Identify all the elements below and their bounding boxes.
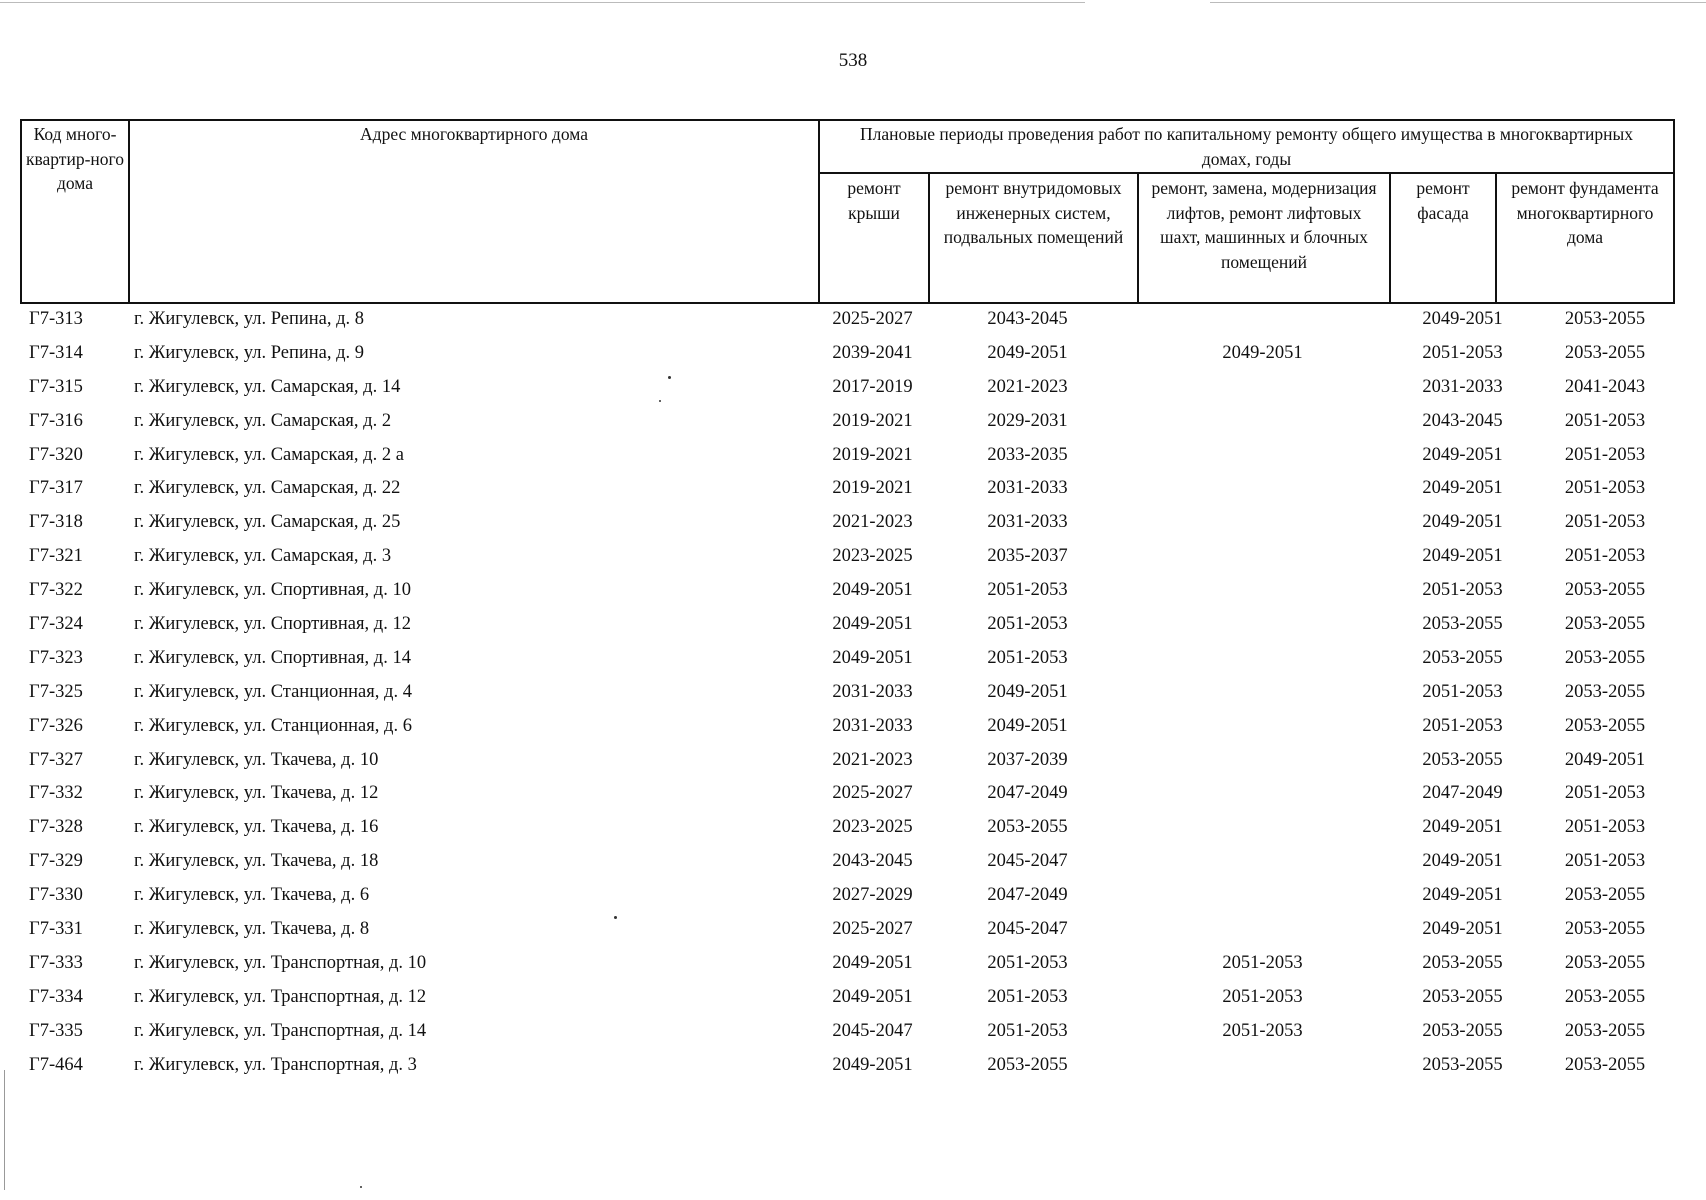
table-row — [20, 812, 1680, 846]
table-row — [20, 914, 1680, 948]
row-roof: 2049-2051 — [832, 580, 913, 601]
table-row — [20, 406, 1680, 440]
row-facade: 2053-2055 — [1422, 952, 1503, 973]
row-lift: 2049-2051 — [1222, 342, 1303, 363]
row-address: г. Жигулевск, ул. Станционная, д. 4 — [134, 681, 412, 702]
row-facade: 2043-2045 — [1422, 410, 1503, 431]
table-row — [20, 1016, 1680, 1050]
table-row — [20, 982, 1680, 1016]
row-systems: 2033-2035 — [987, 444, 1068, 465]
row-facade: 2053-2055 — [1422, 986, 1503, 1007]
row-code: Г7-326 — [29, 715, 83, 736]
row-roof: 2021-2023 — [832, 749, 913, 770]
row-roof: 2049-2051 — [832, 647, 913, 668]
row-systems: 2049-2051 — [987, 681, 1068, 702]
table-row — [20, 507, 1680, 541]
row-systems: 2021-2023 — [987, 376, 1068, 397]
row-roof: 2027-2029 — [832, 885, 913, 906]
row-foundation: 2053-2055 — [1564, 342, 1646, 363]
row-foundation: 2053-2055 — [1564, 952, 1646, 973]
table-row — [20, 473, 1680, 507]
row-address: г. Жигулевск, ул. Ткачева, д. 10 — [134, 749, 379, 770]
table-row — [20, 440, 1680, 474]
row-foundation: 2053-2055 — [1564, 580, 1646, 601]
row-roof: 2019-2021 — [832, 410, 913, 431]
row-facade: 2049-2051 — [1422, 309, 1503, 329]
row-address: г. Жигулевск, ул. Самарская, д. 25 — [134, 512, 401, 533]
header-lift: ремонт, замена, модернизация лифтов, ремонт лифтовых шахт, машинных и блочных помещений — [1151, 178, 1377, 272]
table-row — [20, 880, 1680, 914]
row-systems: 2051-2053 — [987, 580, 1068, 601]
row-code: Г7-317 — [29, 478, 83, 499]
row-roof: 2045-2047 — [832, 1020, 913, 1041]
row-roof: 2023-2025 — [832, 546, 913, 567]
header-address: Адрес многоквартирного дома — [360, 124, 588, 144]
row-facade: 2049-2051 — [1422, 512, 1503, 533]
table-row — [20, 541, 1680, 575]
row-foundation: 2053-2055 — [1564, 715, 1646, 736]
row-foundation: 2053-2055 — [1564, 885, 1646, 906]
row-lift: 2051-2053 — [1222, 986, 1303, 1007]
row-code: Г7-316 — [29, 410, 83, 431]
row-roof: 2017-2019 — [832, 376, 913, 397]
row-foundation: 2051-2053 — [1564, 851, 1646, 872]
row-address: г. Жигулевск, ул. Спортивная, д. 14 — [134, 647, 411, 668]
row-foundation: 2053-2055 — [1564, 919, 1646, 940]
row-foundation: 2053-2055 — [1564, 986, 1646, 1007]
row-code: Г7-323 — [29, 647, 83, 668]
header-systems: ремонт внутридомовых инженерных систем, подвальных помещений — [943, 178, 1124, 247]
row-address: г. Жигулевск, ул. Станционная, д. 6 — [134, 715, 412, 736]
row-facade: 2049-2051 — [1422, 444, 1503, 465]
row-systems: 2031-2033 — [987, 478, 1068, 499]
row-roof: 2043-2045 — [832, 851, 913, 872]
row-foundation: 2041-2043 — [1564, 376, 1646, 397]
row-systems: 2035-2037 — [987, 546, 1068, 567]
row-facade: 2049-2051 — [1422, 851, 1503, 872]
row-systems: 2047-2049 — [987, 783, 1068, 804]
header-code: Код много-квартир-ного дома — [25, 124, 125, 193]
row-foundation: 2053-2055 — [1564, 1020, 1646, 1041]
scan-speck — [360, 1186, 362, 1188]
table-row — [20, 304, 1680, 338]
row-roof: 2025-2027 — [832, 783, 913, 804]
row-address: г. Жигулевск, ул. Транспортная, д. 3 — [134, 1054, 417, 1075]
row-address: г. Жигулевск, ул. Ткачева, д. 8 — [134, 919, 370, 940]
row-facade: 2051-2053 — [1422, 342, 1503, 363]
row-roof: 2039-2041 — [832, 342, 913, 363]
row-code: Г7-330 — [29, 885, 83, 906]
row-roof: 2023-2025 — [832, 817, 913, 838]
row-address: г. Жигулевск, ул. Ткачева, д. 12 — [134, 783, 379, 804]
header-facade: ремонт фасада — [1416, 178, 1470, 223]
row-address: г. Жигулевск, ул. Самарская, д. 2 — [134, 410, 392, 431]
row-code: Г7-313 — [29, 309, 83, 329]
row-roof: 2019-2021 — [832, 444, 913, 465]
row-roof: 2031-2033 — [832, 715, 913, 736]
row-address: г. Жигулевск, ул. Транспортная, д. 14 — [134, 1020, 427, 1041]
row-roof: 2049-2051 — [832, 614, 913, 635]
row-facade: 2051-2053 — [1422, 681, 1503, 702]
row-address: г. Жигулевск, ул. Самарская, д. 14 — [134, 376, 401, 397]
row-foundation: 2051-2053 — [1564, 444, 1646, 465]
row-code: Г7-333 — [29, 952, 83, 973]
row-code: Г7-324 — [29, 614, 83, 635]
row-facade: 2053-2055 — [1422, 1054, 1503, 1075]
row-systems: 2043-2045 — [987, 309, 1068, 329]
header-border-v — [128, 119, 130, 304]
row-roof: 2025-2027 — [832, 919, 913, 940]
row-systems: 2051-2053 — [987, 952, 1068, 973]
row-foundation: 2053-2055 — [1564, 309, 1646, 329]
row-facade: 2051-2053 — [1422, 580, 1503, 601]
row-code: Г7-332 — [29, 783, 83, 804]
row-lift: 2051-2053 — [1222, 952, 1303, 973]
row-roof: 2019-2021 — [832, 478, 913, 499]
scan-edge-line — [0, 2, 1085, 3]
row-code: Г7-315 — [29, 376, 83, 397]
row-address: г. Жигулевск, ул. Транспортная, д. 12 — [134, 986, 427, 1007]
row-code: Г7-328 — [29, 817, 83, 838]
table-row — [20, 643, 1680, 677]
row-foundation: 2051-2053 — [1564, 512, 1646, 533]
row-address: г. Жигулевск, ул. Спортивная, д. 10 — [134, 580, 411, 601]
row-facade: 2051-2053 — [1422, 715, 1503, 736]
row-systems: 2047-2049 — [987, 885, 1068, 906]
header-foundation: ремонт фундамента многоквартирного дома — [1511, 178, 1659, 247]
row-address: г. Жигулевск, ул. Спортивная, д. 12 — [134, 614, 411, 635]
row-roof: 2021-2023 — [832, 512, 913, 533]
row-systems: 2037-2039 — [987, 749, 1068, 770]
table-row — [20, 372, 1680, 406]
row-code: Г7-329 — [29, 851, 83, 872]
row-address: г. Жигулевск, ул. Ткачева, д. 6 — [134, 885, 370, 906]
row-code: Г7-331 — [29, 919, 83, 940]
row-code: Г7-325 — [29, 681, 83, 702]
row-address: г. Жигулевск, ул. Самарская, д. 3 — [134, 546, 392, 567]
header-border-right — [1673, 119, 1675, 304]
row-foundation: 2053-2055 — [1564, 681, 1646, 702]
header-roof: ремонт крыши — [847, 178, 901, 223]
row-facade: 2049-2051 — [1422, 885, 1503, 906]
row-roof: 2049-2051 — [832, 1054, 913, 1075]
row-code: Г7-334 — [29, 986, 83, 1007]
header-periods: Плановые периоды проведения работ по капитальному ремонту общего имущества в многоквартирных домах, годы — [859, 124, 1634, 169]
scan-edge-line — [1210, 2, 1706, 3]
table-row — [20, 1050, 1680, 1084]
row-systems: 2051-2053 — [987, 647, 1068, 668]
row-facade: 2049-2051 — [1422, 546, 1503, 567]
row-facade: 2047-2049 — [1422, 783, 1503, 804]
row-lift: 2051-2053 — [1222, 1020, 1303, 1041]
table-row — [20, 948, 1680, 982]
row-foundation: 2051-2053 — [1564, 546, 1646, 567]
row-address: г. Жигулевск, ул. Транспортная, д. 10 — [134, 952, 427, 973]
row-address: г. Жигулевск, ул. Репина, д. 8 — [134, 309, 365, 329]
table-row — [20, 846, 1680, 880]
row-code: Г7-322 — [29, 580, 83, 601]
row-facade: 2053-2055 — [1422, 647, 1503, 668]
row-systems: 2051-2053 — [987, 986, 1068, 1007]
row-systems: 2045-2047 — [987, 851, 1068, 872]
row-systems: 2051-2053 — [987, 614, 1068, 635]
row-facade: 2049-2051 — [1422, 478, 1503, 499]
row-address: г. Жигулевск, ул. Самарская, д. 2 а — [134, 444, 404, 465]
row-code: Г7-327 — [29, 749, 83, 770]
table-row — [20, 711, 1680, 745]
row-systems: 2049-2051 — [987, 342, 1068, 363]
row-facade: 2053-2055 — [1422, 614, 1503, 635]
row-foundation: 2049-2051 — [1564, 749, 1646, 770]
row-address: г. Жигулевск, ул. Ткачева, д. 16 — [134, 817, 379, 838]
row-facade: 2053-2055 — [1422, 1020, 1503, 1041]
scan-margin-mark — [4, 1070, 5, 1190]
table-body — [20, 304, 1680, 1083]
row-roof: 2049-2051 — [832, 952, 913, 973]
row-facade: 2053-2055 — [1422, 749, 1503, 770]
row-foundation: 2051-2053 — [1564, 817, 1646, 838]
row-code: Г7-314 — [29, 342, 83, 363]
row-systems: 2049-2051 — [987, 715, 1068, 736]
table-row — [20, 778, 1680, 812]
row-address: г. Жигулевск, ул. Самарская, д. 22 — [134, 478, 401, 499]
table-row — [20, 338, 1680, 372]
row-systems: 2053-2055 — [987, 1054, 1068, 1075]
row-foundation: 2051-2053 — [1564, 478, 1646, 499]
row-systems: 2031-2033 — [987, 512, 1068, 533]
row-systems: 2051-2053 — [987, 1020, 1068, 1041]
row-facade: 2049-2051 — [1422, 919, 1503, 940]
row-foundation: 2051-2053 — [1564, 410, 1646, 431]
row-code: Г7-464 — [29, 1054, 83, 1075]
page-number: 538 — [838, 50, 868, 71]
row-foundation: 2053-2055 — [1564, 1054, 1646, 1075]
row-systems: 2053-2055 — [987, 817, 1068, 838]
row-code: Г7-335 — [29, 1020, 83, 1041]
row-address: г. Жигулевск, ул. Ткачева, д. 18 — [134, 851, 379, 872]
table-row — [20, 575, 1680, 609]
table-row — [20, 745, 1680, 779]
row-systems: 2045-2047 — [987, 919, 1068, 940]
row-foundation: 2053-2055 — [1564, 614, 1646, 635]
row-roof: 2025-2027 — [832, 309, 913, 329]
row-facade: 2049-2051 — [1422, 817, 1503, 838]
table-row — [20, 609, 1680, 643]
row-foundation: 2053-2055 — [1564, 647, 1646, 668]
row-code: Г7-318 — [29, 512, 83, 533]
row-facade: 2031-2033 — [1422, 376, 1503, 397]
row-code: Г7-320 — [29, 444, 83, 465]
table-row — [20, 677, 1680, 711]
row-roof: 2049-2051 — [832, 986, 913, 1007]
row-systems: 2029-2031 — [987, 410, 1068, 431]
table-header — [20, 119, 1675, 304]
row-foundation: 2051-2053 — [1564, 783, 1646, 804]
row-code: Г7-321 — [29, 546, 83, 567]
row-address: г. Жигулевск, ул. Репина, д. 9 — [134, 342, 365, 363]
row-roof: 2031-2033 — [832, 681, 913, 702]
